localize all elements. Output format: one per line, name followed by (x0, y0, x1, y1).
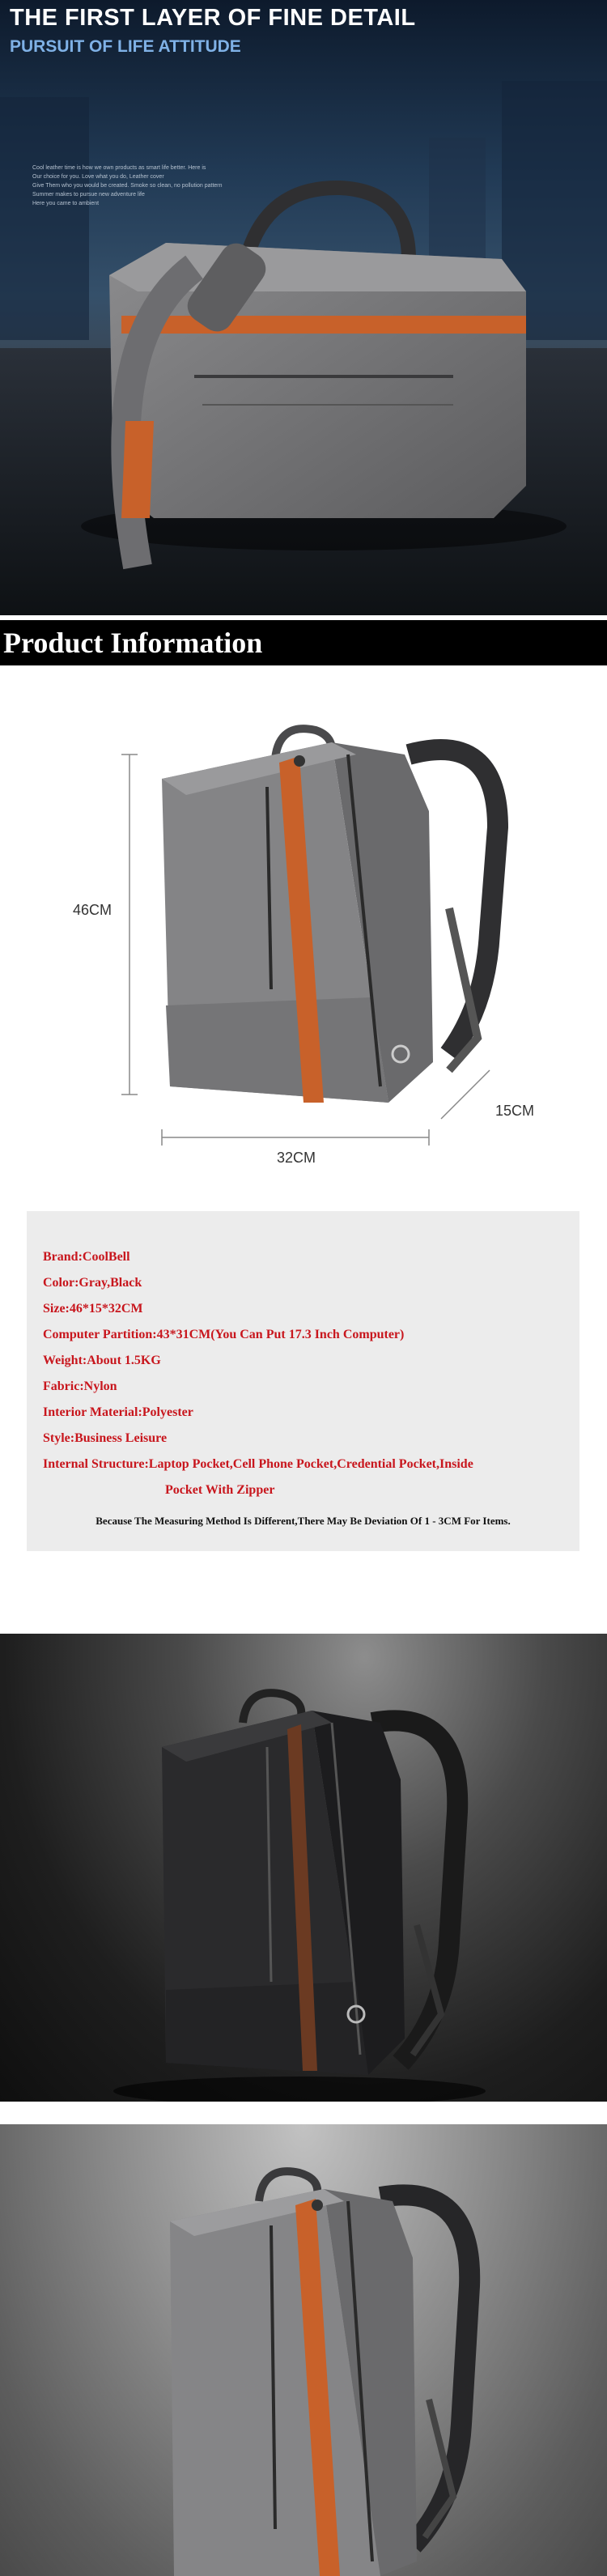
measurement-note: Because The Measuring Method Is Different,There May Be Deviation Of 1 - 3CM For Items. (96, 1515, 511, 1527)
info-fabric: Fabric:Nylon (43, 1379, 117, 1393)
depth-label: 15CM (495, 1103, 535, 1119)
dimension-diagram (0, 665, 607, 1167)
black-backpack-illustration (0, 1634, 607, 2102)
product-info-panel (27, 1211, 579, 1551)
info-size: Size:46*15*32CM (43, 1302, 143, 1316)
height-label: 46CM (73, 902, 112, 918)
hero-banner (0, 0, 607, 615)
info-interior-material: Interior Material:Polyester (43, 1405, 193, 1419)
info-internal-structure-continued: Pocket With Zipper (165, 1483, 275, 1497)
hero-subtitle: PURSUIT OF LIFE ATTITUDE (10, 37, 241, 56)
info-style: Style:Business Leisure (43, 1431, 168, 1445)
section-header-bar (0, 620, 607, 665)
info-computer-partition: Computer Partition:43*31CM(You Can Put 17.3 Inch Computer) (43, 1328, 405, 1341)
section-title: Product Information (3, 627, 263, 659)
hero-briefcase-illustration (0, 0, 607, 615)
width-label: 32CM (277, 1150, 316, 1166)
hero-description-line: Here you came to ambient (32, 201, 100, 206)
info-brand: Brand:CoolBell (43, 1250, 130, 1264)
info-color: Color:Gray,Black (43, 1276, 142, 1290)
hero-description-line: Give Them who you would be created. Smoke so clean, no pollution pattern (32, 183, 223, 189)
black-backpack-photo (0, 1634, 607, 2102)
hero-description (32, 164, 223, 208)
hero-title: THE FIRST LAYER OF FINE DETAIL (10, 5, 416, 31)
gray-backpack-illustration (0, 2124, 607, 2576)
hero-description-line: Cool leather time is how we own products as smart life better. Here is (32, 165, 206, 171)
hero-description-line: Our choice for you. Love what you do, Leather cover (32, 174, 164, 180)
gray-backpack-photo (0, 2124, 607, 2576)
info-weight: Weight:About 1.5KG (43, 1354, 161, 1367)
hero-description-line: Summer makes to pursue new adventure life (32, 192, 145, 198)
info-internal-structure: Internal Structure:Laptop Pocket,Cell Phone Pocket,Credential Pocket,Inside (43, 1457, 473, 1471)
